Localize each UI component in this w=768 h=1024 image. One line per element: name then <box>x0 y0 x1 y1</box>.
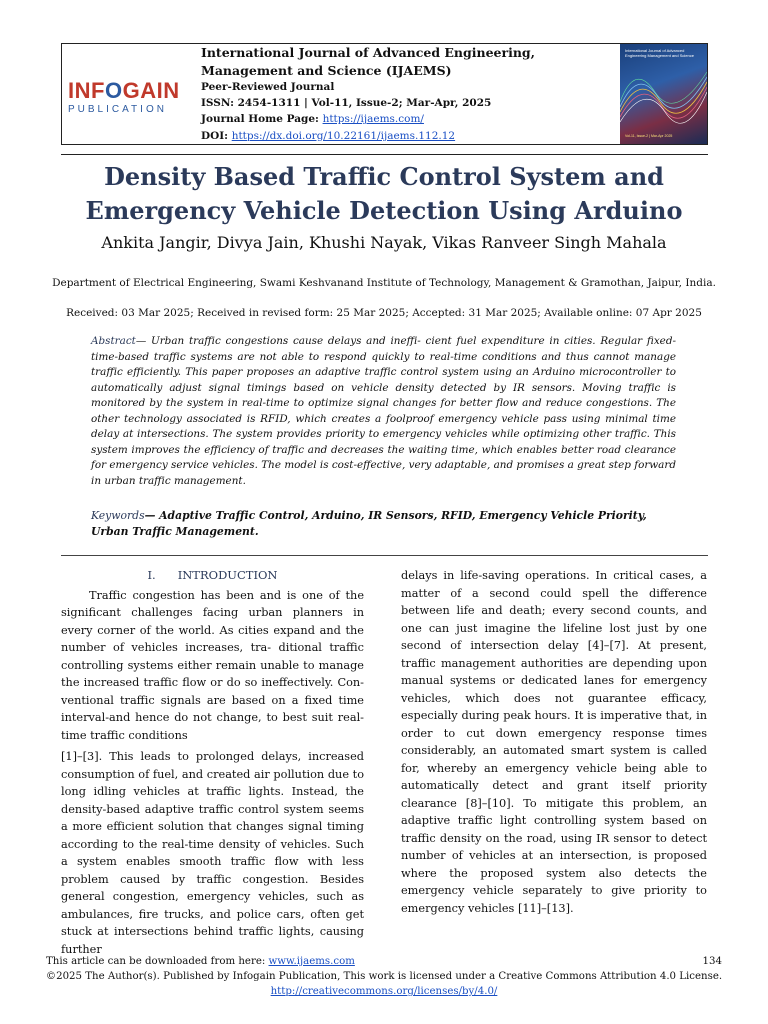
abstract-label: Abstract <box>91 335 136 347</box>
doi-link[interactable]: https://dx.doi.org/10.22161/ijaems.112.12 <box>231 129 456 142</box>
doi-line <box>201 128 611 144</box>
keywords-text: — Adaptive Traffic Control, Arduino, IR Sensors, RFID, Emergency Vehicle Priority, Urban Traffic Management. <box>91 509 647 538</box>
keywords-label: Keywords <box>91 509 145 522</box>
journal-info <box>201 44 611 144</box>
header-rule <box>61 154 708 155</box>
footer-license-text: ©2025 The Author(s). Published by Infogain Publication, This work is licensed under a Creative Commons Attribution 4.0 License. <box>45 971 723 982</box>
section-title: INTRODUCTION <box>177 568 278 582</box>
page-number: 134 <box>702 956 722 967</box>
logo-subtitle: PUBLICATION <box>68 104 167 115</box>
keywords <box>91 508 676 540</box>
footer-download-link[interactable]: www.ijaems.com <box>268 956 355 967</box>
paragraph: [1]–[3]. This leads to prolonged delays, increased consumption of fuel, and created air pollution due to long idling vehicles at traffic lights. Instead, the density-based adaptive traffic control system seems a more efficient solution that changes signal timing according to the real-time density of vehicles. Such a system enables smooth traffic flow with less problem caused by traffic congestion. Besides general congestion, emergency vehicles, such as ambulances, fire trucks, and police cars, often get stuck at intersections behind traffic lights, causing further <box>61 750 364 956</box>
footer-download-text: This article can be downloaded from here: <box>46 956 269 967</box>
journal-cover-image <box>620 44 707 144</box>
cover-title: International Journal of Advanced Engineering Management and Science <box>625 48 694 58</box>
footer-download-line <box>40 954 728 969</box>
homepage-line <box>201 111 611 127</box>
abstract-rule <box>61 555 708 556</box>
footer-license-line <box>40 984 728 999</box>
paragraph: delays in life-saving operations. In critical cases, a matter of a second could spell the difference between life and death; every second counts, and one can just imagine the lifeline lost just by one second of intersection delay [4]–[7]. At present, traffic management authorities are depending upon manual systems or dedicated lanes for emergency vehicles, which does not guarantee efficacy, especially during peak hours. It is imperative that, in order to cut down emergency response times considerably, an automated smart system is called for, whereby an emergency vehicle being able to automatically detect and grant itself priority clearance [8]–[10]. To mitigate this problem, an adaptive traffic light controlling system based on traffic density on the road, using IR sensor to detect number of vehicles at an intersection, is proposed where the proposed system also detects the emergency vehicle separately to give priority to emergency vehicles [11]–[13]. <box>401 569 707 915</box>
issn-line: ISSN: 2454-1311 | Vol-11, Issue-2; Mar-Apr, 2025 <box>201 97 492 110</box>
right-column <box>401 567 707 921</box>
cover-artwork-icon <box>620 62 707 124</box>
logo-part-3: GAIN <box>122 78 180 103</box>
paper-dates: Received: 03 Mar 2025; Received in revised form: 25 Mar 2025; Accepted: 31 Mar 2025; Available online: 07 Apr 2025 <box>66 307 702 319</box>
section-number: I. <box>147 568 156 582</box>
logo-part-1: INF <box>68 78 105 103</box>
abstract-text: — Urban traffic congestions cause delays and ineffi- cient fuel expenditure in cities. Regular fixed-time-based traffic systems are not able to respond quickly to real-time conditions and thus cannot manage traffic efficiently. This paper proposes an adaptive traffic control system using an Arduino microcontroller to automatically adjust signal timings based on vehicle density detected by IR sensors. Moving traffic is monitored by the system in real-time to optimize signal changes for better flow and reduce congestions. The other technology associated is RFID, which creates a foolproof emergency vehicle pass using minimal time delay at intersections. The system provides priority to emergency vehicles while optimizing other traffic. This system improves the efficiency of traffic and decreases the waiting time, which enables better road clearance for emergency service vehicles. The model is cost-effective, very adaptable, and promises a great step forward in urban traffic management. <box>91 335 676 487</box>
logo-part-2: O <box>104 78 123 103</box>
homepage-label: Journal Home Page: <box>201 113 323 126</box>
journal-header <box>61 43 708 145</box>
paper-authors: Ankita Jangir, Divya Jain, Khushi Nayak, Vikas Ranveer Singh Mahala <box>101 233 667 252</box>
infogain-logo <box>68 80 186 120</box>
section-heading <box>61 567 364 585</box>
peer-reviewed-label: Peer-Reviewed Journal <box>201 81 335 93</box>
logo-wordmark <box>68 80 186 102</box>
journal-title: International Journal of Advanced Engineering, Management and Science (IJAEMS) <box>201 45 536 78</box>
doi-label: DOI: <box>201 129 232 142</box>
homepage-link[interactable]: https://ijaems.com/ <box>322 113 424 126</box>
footer-license-link[interactable]: http://creativecommons.org/licenses/by/4.0/ <box>270 986 498 997</box>
left-column <box>61 567 364 962</box>
cover-footer: Vol-11, Issue-2 | Mar-Apr 2025 <box>625 134 673 138</box>
page-footer <box>40 954 728 999</box>
paragraph: Traffic congestion has been and is one of the significant challenges facing urban planners in every corner of the world. As cities expand and the number of vehicles increases, tra- ditional traffic controlling systems either remain unable to manage the increased traffic flow or do so ineffectively. Con- ventional traffic signals are based on a fixed time interval-and hence do not change, to best suit real-time traffic conditions <box>61 588 364 742</box>
paper-title: Density Based Traffic Control System and Emergency Vehicle Detection Using Arduino <box>85 162 683 225</box>
paper-affiliation: Department of Electrical Engineering, Swami Keshvanand Institute of Technology, Management & Gramothan, Jaipur, India. <box>52 277 716 289</box>
abstract <box>91 334 676 489</box>
